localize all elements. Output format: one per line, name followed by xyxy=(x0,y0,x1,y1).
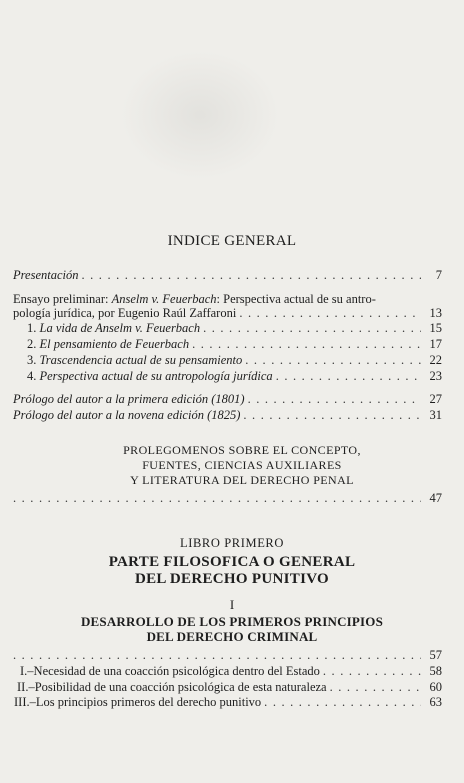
toc-chapter-item xyxy=(20,664,442,680)
toc-label: I.–Necesidad de una coacción psicológica dentro del Estado xyxy=(20,664,320,678)
page-number: 63 xyxy=(429,695,442,709)
toc-entry-chapter xyxy=(13,648,442,664)
toc-chapter-item xyxy=(14,695,442,711)
page-number: 31 xyxy=(429,408,442,422)
toc-year: (1801) xyxy=(211,392,245,406)
book-label: LIBRO PRIMERO xyxy=(180,536,284,550)
show-through-shadow xyxy=(120,50,280,180)
dot-leader xyxy=(323,664,421,679)
page-number: 22 xyxy=(429,353,442,367)
toc-label: III.–Los principios primeros del derecho punitivo xyxy=(14,695,262,709)
toc-label: Prólogo del autor a la novena edición xyxy=(13,408,208,422)
part-heading-line: PARTE FILOSOFICA O GENERAL xyxy=(108,554,356,570)
page-number: 58 xyxy=(429,664,442,678)
page-number: 23 xyxy=(429,369,442,383)
chapter-numeral: I xyxy=(229,597,235,612)
page-number: 7 xyxy=(435,268,442,282)
toc-subentry xyxy=(27,337,442,353)
toc-subentry xyxy=(27,353,442,369)
toc-subentry-number: 1. xyxy=(27,321,37,335)
dot-leader xyxy=(330,680,421,695)
section-heading-line: Y LITERATURA DEL DERECHO PENAL xyxy=(130,473,354,487)
dot-leader xyxy=(276,369,421,384)
toc-label: El pensamiento de Feuerbach xyxy=(39,337,190,351)
toc-entry-presentacion xyxy=(13,268,442,284)
section-heading-line: PROLEGOMENOS SOBRE EL CONCEPTO, xyxy=(123,443,361,457)
toc-label: II.–Posibilidad de una coacción psicológica de esta naturaleza xyxy=(17,680,327,694)
toc-entry-ensayo-line1: Ensayo preliminar: Anselm v. Feuerbach: Perspectiva actual de su antro- xyxy=(13,292,376,306)
toc-label: La vida de Anselm v. Feuerbach xyxy=(39,321,201,335)
section-heading-line: FUENTES, CIENCIAS AUXILIARES xyxy=(142,458,342,472)
toc-label: pología jurídica, por Eugenio Raúl Zaffaroni xyxy=(13,306,237,320)
chapter-heading-line: DESARROLLO DE LOS PRIMEROS PRINCIPIOS xyxy=(80,614,384,629)
dot-leader xyxy=(13,491,421,506)
toc-subentry xyxy=(27,369,442,385)
toc-label-emphasis: Anselm v. Feuerbach xyxy=(111,292,217,306)
toc-year: (1825) xyxy=(207,408,241,422)
dot-leader xyxy=(264,695,421,710)
toc-label: Prólogo del autor a la primera edición xyxy=(13,392,212,406)
toc-subentry-number: 2. xyxy=(27,337,37,351)
toc-entry-ensayo xyxy=(13,306,442,322)
page-number: 15 xyxy=(429,321,442,335)
toc-entry-prolegomenos xyxy=(13,491,442,507)
toc-subentry-number: 3. xyxy=(27,353,37,367)
dot-leader xyxy=(13,648,421,663)
dot-leader xyxy=(192,337,421,352)
page-number: 47 xyxy=(429,491,442,505)
dot-leader xyxy=(203,321,421,336)
toc-chapter-item xyxy=(17,680,442,696)
dot-leader xyxy=(245,353,421,368)
dot-leader xyxy=(248,392,421,407)
toc-subentry-number: 4. xyxy=(27,369,37,383)
toc-subentry xyxy=(27,321,442,337)
page-number: 13 xyxy=(429,306,442,320)
toc-entry-prologo-novena xyxy=(13,408,442,424)
dot-leader xyxy=(82,268,422,283)
page-number: 27 xyxy=(429,392,442,406)
dot-leader xyxy=(239,306,421,321)
toc-label: Presentación xyxy=(13,268,79,282)
index-title: INDICE GENERAL xyxy=(167,233,297,249)
dot-leader xyxy=(243,408,421,423)
page-number: 17 xyxy=(429,337,442,351)
toc-label: Trascendencia actual de su pensamiento xyxy=(39,353,243,367)
toc-label: Perspectiva actual de su antropología jurídica xyxy=(39,369,273,383)
chapter-heading-line: DEL DERECHO CRIMINAL xyxy=(146,629,318,644)
page-number: 57 xyxy=(429,648,442,662)
toc-entry-prologo-primera xyxy=(13,392,442,408)
page-number: 60 xyxy=(429,680,442,694)
part-heading-line: DEL DERECHO PUNITIVO xyxy=(134,571,330,587)
